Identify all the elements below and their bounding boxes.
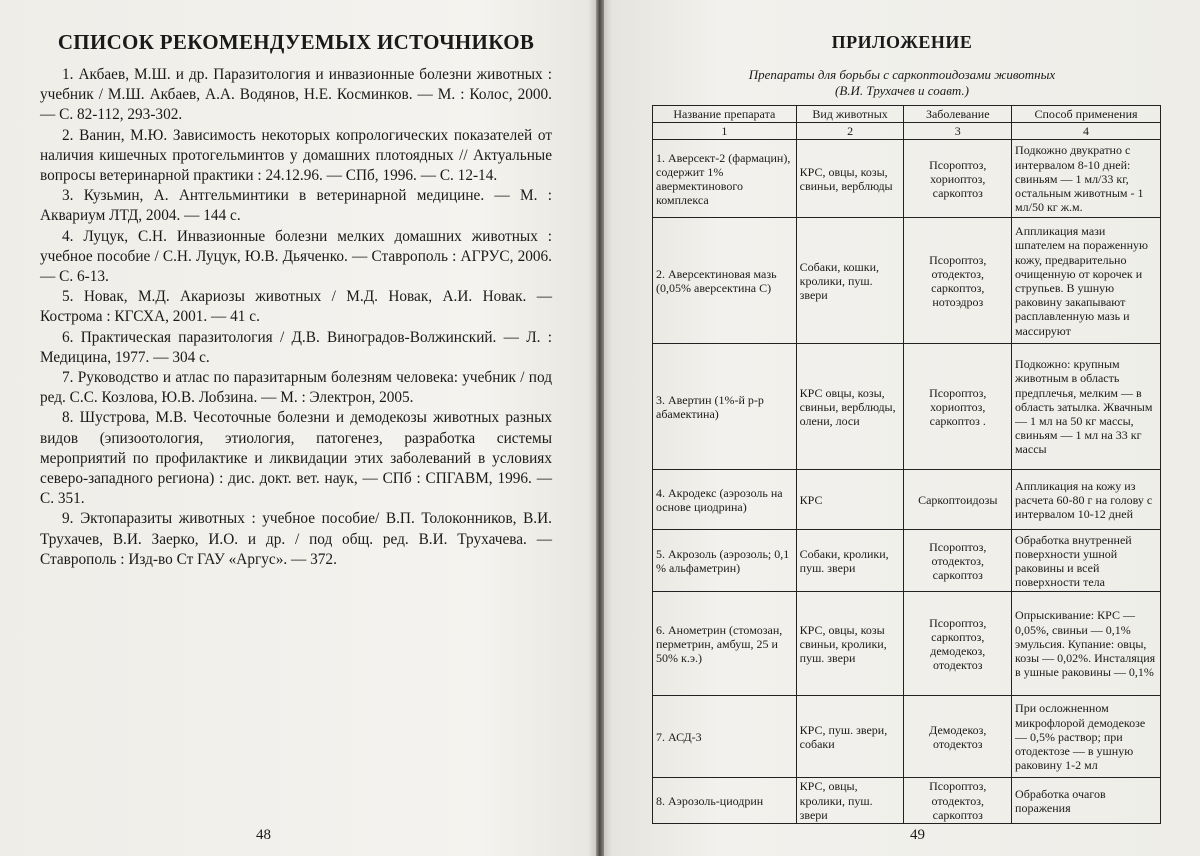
cell-usage: Опрыскивание: КРС — 0,05%, свиньи — 0,1% эмульсия. Купание: овцы, козы — 0,02%. Инсталяция в ушные раковины — 0,1% — [1012, 592, 1161, 696]
reference-item: 1. Акбаев, М.Ш. и др. Паразитология и инвазионные болезни животных : учебник / М.Ш. Акбаев, А.А. Водянов, Н.Е. Косминков. — М. : Колос, 2000. — С. 82-112, 293-302. — [40, 66, 552, 124]
table-header-row — [653, 106, 1161, 123]
cell-usage: Подкожно двукратно с интервалом 8-10 дней: свиньям — 1 мл/33 кг, остальным животным - 1 мл/50 кг ж.м. — [1012, 140, 1161, 218]
cell-drug-name: 2. Аверсектиновая мазь (0,05% аверсектина С) — [653, 218, 797, 344]
cell-animals: КРС, овцы, кролики, пуш. звери — [796, 778, 904, 824]
cell-usage: Обработка очагов поражения — [1012, 778, 1161, 824]
book-spine — [596, 0, 604, 856]
left-page — [0, 0, 596, 856]
cell-disease: Псороптоз, отодектоз, саркоптоз, нотоэдроз — [904, 218, 1012, 344]
cell-animals: КРС, овцы, козы свиньи, кролики, пуш. звери — [796, 592, 904, 696]
column-number: 1 — [653, 123, 797, 140]
reference-item: 2. Ванин, М.Ю. Зависимость некоторых копрологических показателей от наличия кишечных протогельминтов у домашних плотоядных // Актуальные вопросы ветеринарной практики : 24.12.96. — СПб, 1996. — С. 12-14. — [40, 126, 552, 185]
table-caption-line2: (В.И. Трухачев и соавт.) — [835, 83, 969, 98]
table-caption-line1: Препараты для борьбы с саркоптоидозами животных — [748, 67, 1056, 82]
reference-item: 9. Эктопаразиты животных : учебное пособие/ В.П. Толоконников, В.И. Трухачев, В.И. Заерко, И.О. и др. / под общ. ред. В.И. Трухачева. — Ставрополь : Изд-во Ст ГАУ «Аргус». — 372. — [40, 510, 552, 568]
cell-animals: КРС, пуш. звери, собаки — [796, 696, 904, 778]
cell-disease: Псороптоз, хориоптоз, саркоптоз — [904, 140, 1012, 218]
cell-drug-name: 7. АСД-3 — [653, 696, 797, 778]
references-title: СПИСОК РЕКОМЕНДУЕМЫХ ИСТОЧНИКОВ — [57, 30, 535, 54]
cell-animals: КРС — [796, 470, 904, 530]
reference-item: 6. Практическая паразитология / Д.В. Виноградов-Волжинский. — Л. : Медицина, 1977. — 304 с. — [40, 328, 552, 366]
column-number-row — [653, 123, 1161, 140]
cell-animals: КРС, овцы, козы, свиньи, верблюды — [796, 140, 904, 218]
cell-drug-name: 1. Аверсект-2 (фармацин), содержит 1% авермектинового комплекса — [653, 140, 797, 218]
column-number: 3 — [904, 123, 1012, 140]
cell-disease: Псороптоз, отодектоз, саркоптоз — [904, 778, 1012, 824]
table-row — [653, 140, 1161, 218]
reference-item: 5. Новак, М.Д. Акариозы животных / М.Д. Новак, А.И. Новак. — Кострома : КГСХА, 2001. — 41 с. — [40, 288, 552, 326]
table-row — [653, 344, 1161, 470]
cell-animals: Собаки, кролики, пуш. звери — [796, 530, 904, 592]
page-number-right: 49 — [910, 827, 925, 843]
cell-usage: Подкожно: крупным животным в область предплечья, мелким — в область затылка. Жвачным — 1 мл на 50 кг массы, свиньям — 1 мл на 33 кг массы — [1012, 344, 1161, 470]
header-usage: Способ применения — [1012, 106, 1161, 123]
table-row — [653, 696, 1161, 778]
appendix-title: ПРИЛОЖЕНИЕ — [831, 32, 973, 52]
cell-drug-name: 5. Акрозоль (аэрозоль; 0,1 % альфаметрин) — [653, 530, 797, 592]
cell-disease: Демодекоз, отодектоз — [904, 696, 1012, 778]
table-row — [653, 218, 1161, 344]
page-number-left: 48 — [256, 827, 271, 843]
table-row — [653, 470, 1161, 530]
header-drug-name: Название препарата — [653, 106, 797, 123]
reference-item: 7. Руководство и атлас по паразитарным болезням человека: учебник / под ред. С.С. Козлова, Ю.В. Лобзина. — М. : Электрон, 2005. — [40, 369, 552, 407]
cell-drug-name: 8. Аэрозоль-циодрин — [653, 778, 797, 824]
cell-usage: Аппликация мази шпателем на пораженную кожу, предварительно очищенную от корочек и струпьев. В ушную раковину закапывают расплавленную мазь и массируют — [1012, 218, 1161, 344]
column-number: 2 — [796, 123, 904, 140]
cell-usage: Аппликация на кожу из расчета 60-80 г на голову с интервалом 10-12 дней — [1012, 470, 1161, 530]
cell-disease: Саркоптоидозы — [904, 470, 1012, 530]
table-row — [653, 530, 1161, 592]
cell-disease: Псороптоз, саркоптоз, демодекоз, отодектоз — [904, 592, 1012, 696]
header-disease: Заболевание — [904, 106, 1012, 123]
cell-drug-name: 4. Акродекс (аэрозоль на основе циодрина) — [653, 470, 797, 530]
references-list — [40, 65, 552, 570]
header-animal-type: Вид животных — [796, 106, 904, 123]
cell-drug-name: 3. Авертин (1%-й р-р абамектина) — [653, 344, 797, 470]
cell-usage: Обработка внутренней поверхности ушной раковины и всей поверхности тела — [1012, 530, 1161, 592]
table-row — [653, 778, 1161, 824]
cell-disease: Псороптоз, хориоптоз, саркоптоз . — [904, 344, 1012, 470]
right-page — [604, 0, 1200, 856]
cell-animals: Собаки, кошки, кролики, пуш. звери — [796, 218, 904, 344]
cell-usage: При осложненном микрофлорой демодекозе — 0,5% раствор; при отодектозе — в ушную раковину 1-2 мл — [1012, 696, 1161, 778]
column-number: 4 — [1012, 123, 1161, 140]
reference-item: 3. Кузьмин, А. Антгельминтики в ветеринарной медицине. — М. : Аквариум ЛТД, 2004. — 144 с. — [40, 187, 552, 225]
cell-animals: КРС овцы, козы, свиньи, верблюды, олени, лоси — [796, 344, 904, 470]
table-row — [653, 592, 1161, 696]
reference-item: 8. Шустрова, М.В. Чесоточные болезни и демодекозы животных разных видов (эпизоотология, этиология, патогенез, разработка системы мероприятий по профилактике и ликвидации этих заболеваний в условиях северо-западного региона) : дис. докт. вет. наук, — СПб : СПГАВМ, 1996. — С. 351. — [40, 409, 552, 508]
cell-drug-name: 6. Анометрин (стомозан, перметрин, амбуш, 25 и 50% к.э.) — [653, 592, 797, 696]
drugs-table — [652, 105, 1161, 824]
cell-disease: Псороптоз, отодектоз, саркоптоз — [904, 530, 1012, 592]
table-caption — [644, 67, 1160, 99]
reference-item: 4. Луцук, С.Н. Инвазионные болезни мелких домашних животных : учебное пособие / С.Н. Луцук, Ю.В. Дьяченко. — Ставрополь : АГРУС, 2006. — С. 6-13. — [40, 227, 552, 286]
